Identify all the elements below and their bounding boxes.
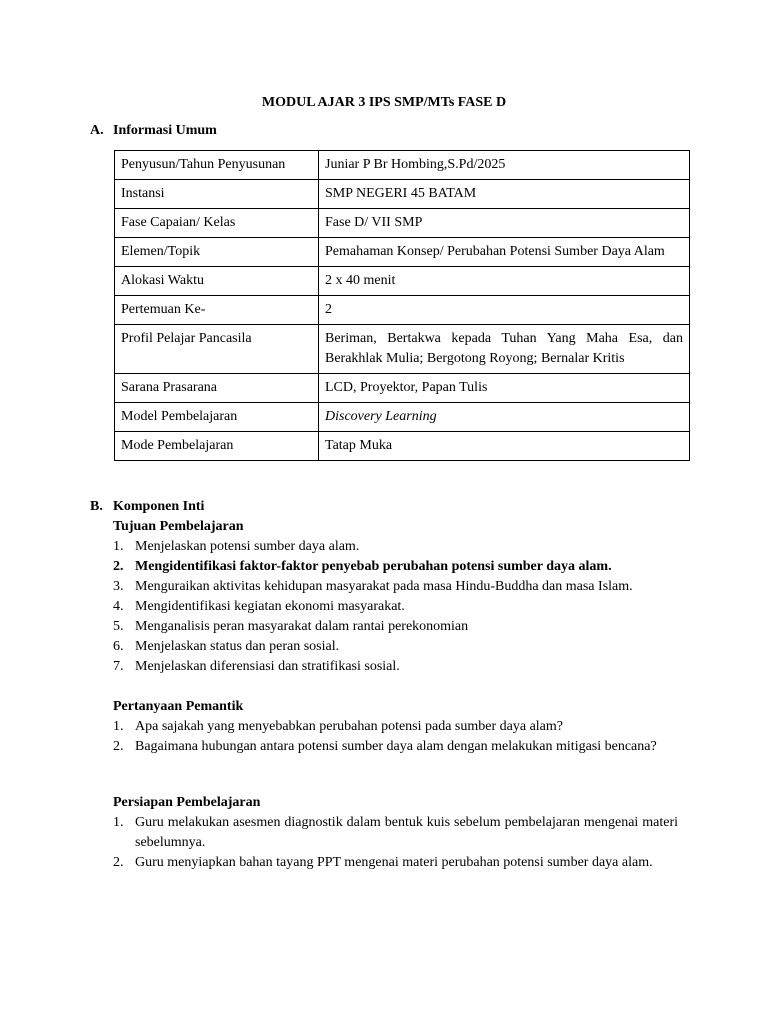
list-number: 4. [113,599,124,614]
section-b-heading [90,497,678,517]
table-row [115,209,690,238]
table-row [115,374,690,403]
list-text: Guru melakukan asesmen diagnostik dalam bentuk kuis sebelum pembelajaran mengenai materi sebelumnya. [135,815,678,850]
list-text: Apa sajakah yang menyebabkan perubahan potensi pada sumber daya alam? [135,719,563,734]
list-item [113,537,678,557]
persiapan-list [90,813,678,873]
row-value: Juniar P Br Hombing,S.Pd/2025 [319,151,690,180]
list-number: 3. [113,579,124,594]
list-text: Menganalisis peran masyarakat dalam rantai perekonomian [135,619,469,634]
persiapan-heading: Persiapan Pembelajaran [113,795,261,810]
row-value: 2 [319,296,690,325]
list-text: Menjelaskan potensi sumber daya alam. [135,539,360,554]
row-label: Fase Capaian/ Kelas [115,209,319,238]
row-label: Mode Pembelajaran [115,432,319,461]
row-value: Pemahaman Konsep/ Perubahan Potensi Sumber Daya Alam [319,238,690,267]
row-value: Discovery Learning [319,403,690,432]
list-number: 2. [113,855,124,870]
list-number: 1. [113,539,124,554]
list-item [113,813,678,853]
row-label: Elemen/Topik [115,238,319,267]
list-text: Menjelaskan status dan peran sosial. [135,639,340,654]
list-number: 7. [113,659,124,674]
section-b-title: Komponen Inti [113,499,205,514]
list-item [113,597,678,617]
row-label: Penyusun/Tahun Penyusunan [115,151,319,180]
table-row [115,403,690,432]
info-table [114,150,690,461]
tujuan-heading: Tujuan Pembelajaran [113,519,244,534]
section-a-title: Informasi Umum [113,123,217,138]
list-text: Guru menyiapkan bahan tayang PPT mengenai materi perubahan potensi sumber daya alam. [135,855,653,870]
table-row [115,296,690,325]
row-value: Fase D/ VII SMP [319,209,690,238]
row-label: Pertemuan Ke- [115,296,319,325]
row-value: Tatap Muka [319,432,690,461]
list-item [113,853,678,873]
list-text: Menguraikan aktivitas kehidupan masyarakat pada masa Hindu-Buddha dan masa Islam. [135,579,633,594]
page-title: MODUL AJAR 3 IPS SMP/MTs FASE D [261,95,507,110]
table-row [115,325,690,374]
table-row [115,151,690,180]
list-number: 6. [113,639,124,654]
list-number: 1. [113,719,124,734]
list-item [113,617,678,637]
row-value: LCD, Proyektor, Papan Tulis [319,374,690,403]
list-item [113,737,678,757]
tujuan-list [90,537,678,677]
spacer [90,757,678,793]
row-label: Model Pembelajaran [115,403,319,432]
list-text: Bagaimana hubungan antara potensi sumber daya alam dengan melakukan mitigasi bencana? [135,739,657,754]
list-item [113,577,678,597]
spacer [90,677,678,697]
section-b-letter: B. [90,499,103,514]
list-text: Mengidentifikasi faktor-faktor penyebab perubahan potensi sumber daya alam. [135,559,612,574]
row-value: 2 x 40 menit [319,267,690,296]
list-number: 1. [113,815,124,830]
row-label: Sarana Prasarana [115,374,319,403]
table-row [115,432,690,461]
list-number: 2. [113,559,124,574]
row-label: Instansi [115,180,319,209]
row-label: Alokasi Waktu [115,267,319,296]
pemantik-list [90,717,678,757]
list-text: Mengidentifikasi kegiatan ekonomi masyarakat. [135,599,405,614]
list-item [113,717,678,737]
row-label: Profil Pelajar Pancasila [115,325,319,374]
table-row [115,238,690,267]
list-number: 5. [113,619,124,634]
list-number: 2. [113,739,124,754]
list-item [113,557,678,577]
table-row [115,267,690,296]
pemantik-heading: Pertanyaan Pemantik [113,699,244,714]
section-a-heading [90,121,217,141]
row-value: SMP NEGERI 45 BATAM [319,180,690,209]
list-item [113,637,678,657]
section-b [90,497,678,873]
table-row [115,180,690,209]
row-value: Beriman, Bertakwa kepada Tuhan Yang Maha Esa, dan Berakhlak Mulia; Bergotong Royong; Bernalar Kritis [319,325,690,374]
list-item [113,657,678,677]
section-a-letter: A. [90,123,104,138]
list-text: Menjelaskan diferensiasi dan stratifikasi sosial. [135,659,400,674]
